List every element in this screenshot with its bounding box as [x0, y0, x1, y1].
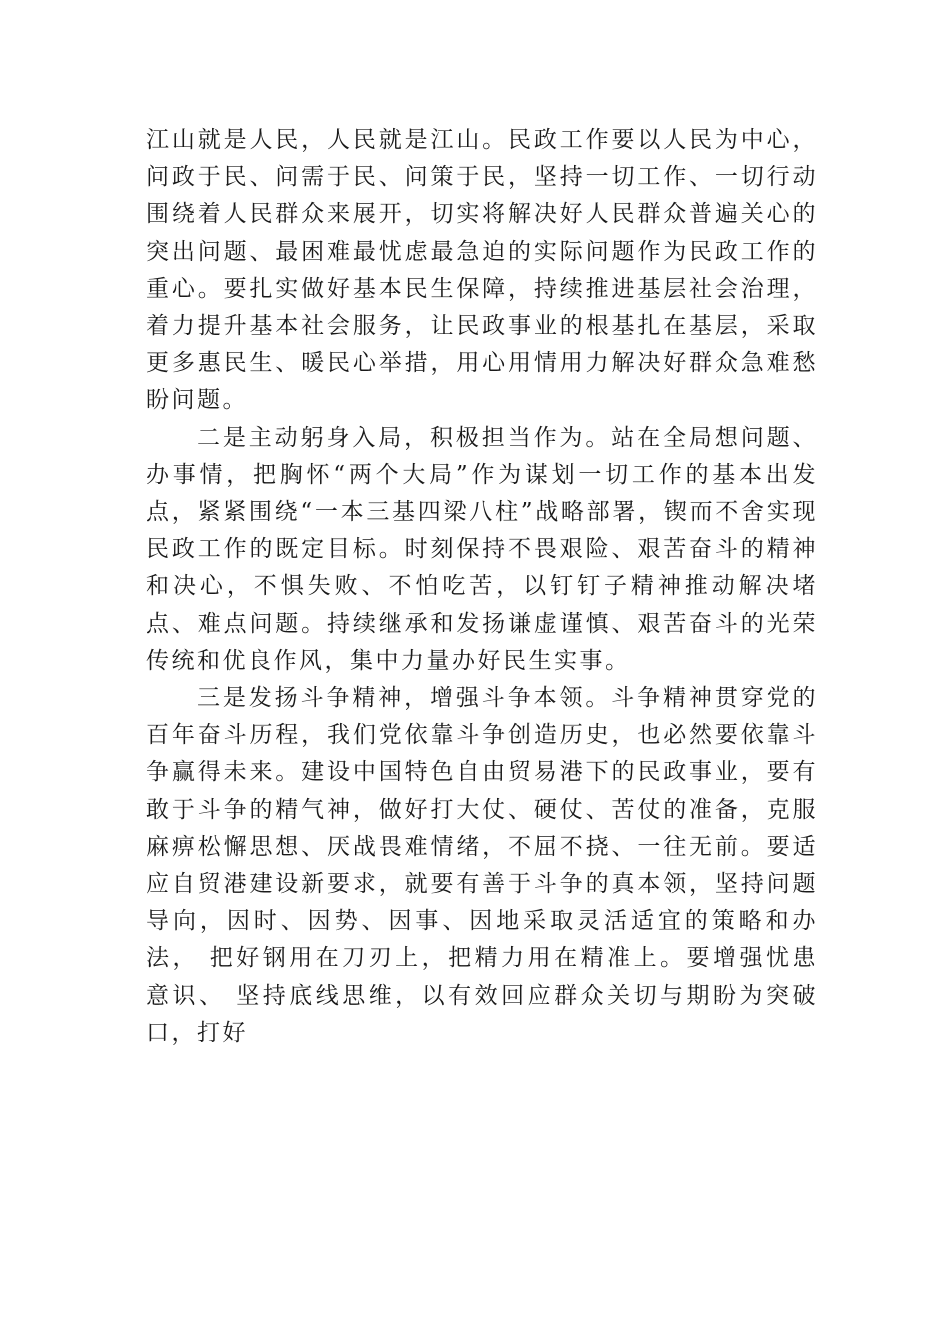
paragraph-3: 三是发扬斗争精神，增强斗争本领。斗争精神贯穿党的百年奋斗历程，我们党依靠斗争创造历史，也必然要依靠斗争赢得未来。建设中国特色自由贸易港下的民政事业，要有敢于斗争的精气神，做好打大仗、硬仗、苦仗的准备，克服麻痹松懈思想、厌战畏难情绪，不屈不挠、一往无前。要适应自贸港建设新要求，就要有善于斗争的真本领，坚持问题导向，因时、因势、因事、因地采取灵活适宜的策略和办法， 把好钢用在刀刃上，把精力用在精准上。要增强忧患意识、 坚持底线思维，以有效回应群众关切与期盼为突破口，打好: [146, 685, 818, 1046]
paragraph-1: 江山就是人民，人民就是江山。民政工作要以人民为中心， 问政于民、问需于民、问策于民，坚持一切工作、一切行动围绕着人民群众来展开，切实将解决好人民群众普遍关心的突出问题、最困难最忧虑最急迫的实际问题作为民政工作的重心。要扎实做好基本民生保障，持续推进基层社会治理， 着力提升基本社会服务，让民政事业的根基扎在基层，采取更多惠民生、暖民心举措，用心用情用力解决好群众急难愁盼问题。: [146, 127, 818, 414]
document-body: [146, 122, 818, 1052]
paragraph-2: 二是主动躬身入局，积极担当作为。站在全局想问题、办事情，把胸怀“两个大局”作为谋划一切工作的基本出发点，紧紧围绕“一本三基四梁八柱”战略部署，锲而不舍实现民政工作的既定目标。时刻保持不畏艰险、艰苦奋斗的精神和决心，不惧失败、不怕吃苦，以钉钉子精神推动解决堵点、难点问题。持续继承和发扬谦虚谨慎、艰苦奋斗的光荣传统和优良作风，集中力量办好民生实事。: [146, 424, 818, 674]
